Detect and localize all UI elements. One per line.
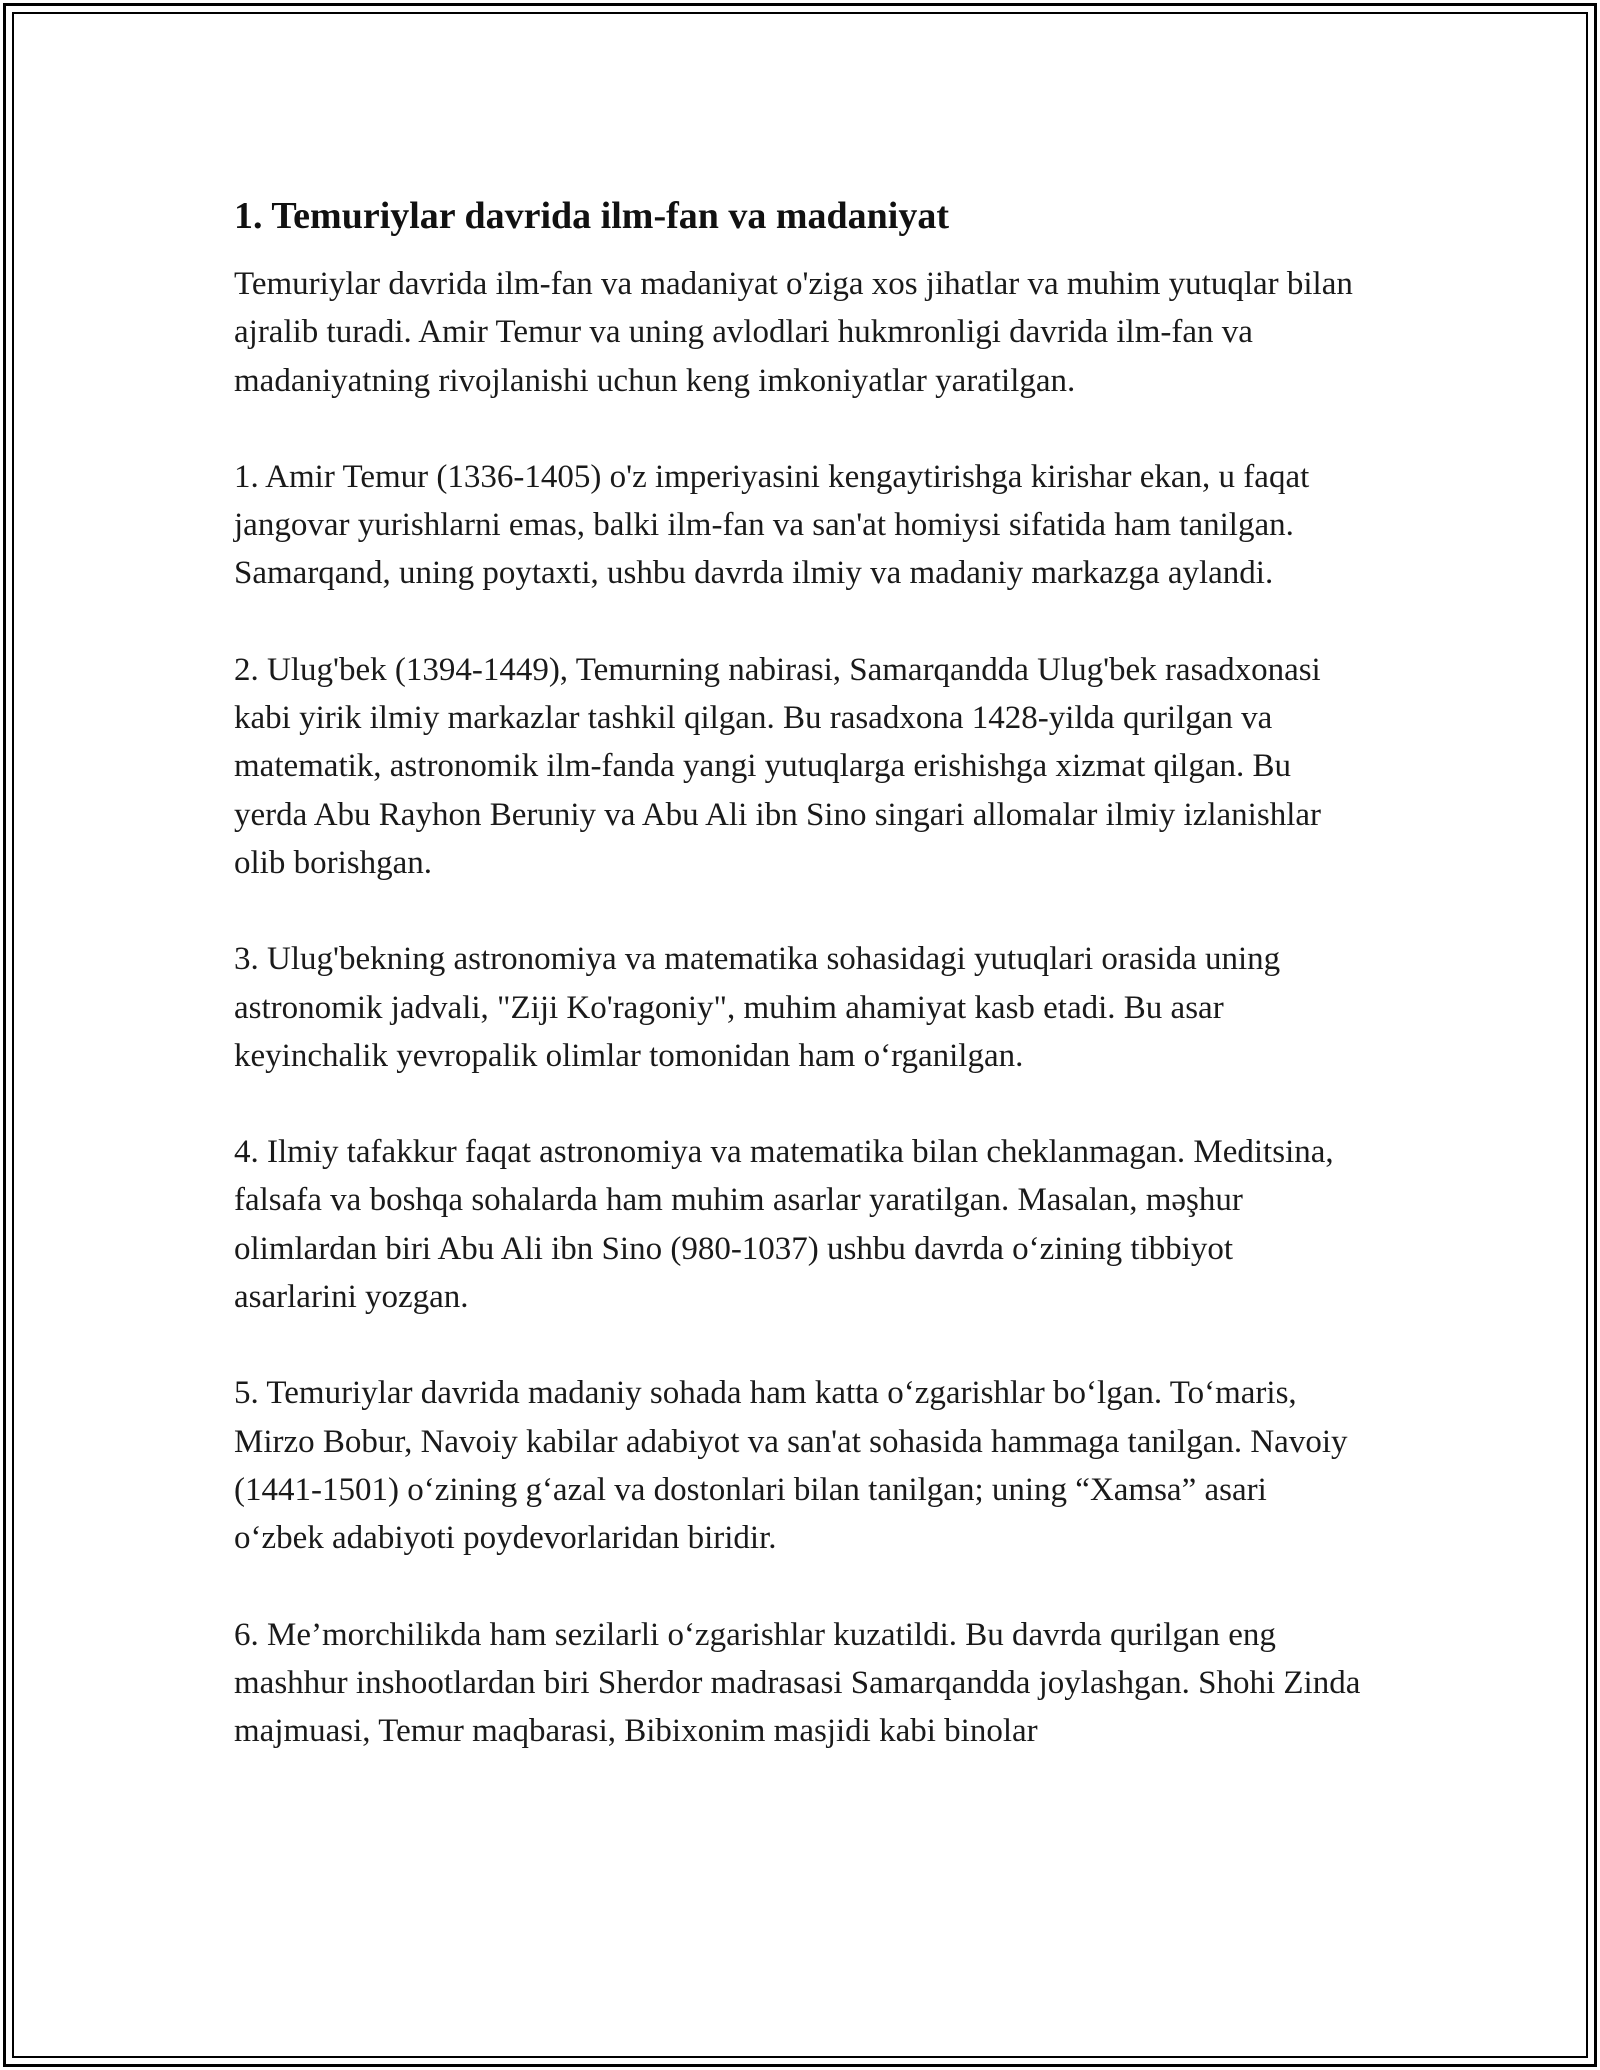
paragraph-intro: Temuriylar davrida ilm-fan va madaniyat o'ziga xos jihatlar va muhim yutuqlar bilan ajralib turadi. Amir Temur va uning avlodlari hukmronligi davrida ilm-fan va madaniyatning rivojlanishi uchun keng imkoniyatlar yaratilgan. (234, 266, 1353, 399)
section-heading: 1. Temuriylar davrida ilm-fan va madaniyat (234, 195, 950, 237)
paragraph-6: 6. Me’morchilikda ham sezilarli o‘zgarishlar kuzatildi. Bu davrda qurilgan eng mashhur inshootlardan biri Sherdor madrasasi Samarqandda joylashgan. Shohi Zinda majmuasi, Temur maqbarasi, Bibixonim masjidi kabi binolar (234, 1616, 1361, 1750)
paragraph-4: 4. Ilmiy tafakkur faqat astronomiya va matematika bilan cheklanmagan. Meditsina, falsafa va boshqa sohalarda ham muhim asarlar yaratilgan. Masalan, məşhur olimlardan biri Abu Ali ibn Sino (980-1037) ushbu davrda o‘zining tibbiyot asarlarini yozgan. (234, 1134, 1334, 1316)
document-body (234, 190, 1364, 1755)
paragraph-1: 1. Amir Temur (1336-1405) o'z imperiyasini kengaytirishga kirishar ekan, u faqat jangovar yurishlarni emas, balki ilm-fan va san'at homiysi sifatida ham tanilgan. Samarqand, uning poytaxti, ushbu davrda ilmiy va madaniy markazga aylandi. (234, 458, 1310, 592)
paragraph-3: 3. Ulug'bekning astronomiya va matematika sohasidagi yutuqlari orasida uning astronomik jadvali, "Ziji Ko'ragoniy", muhim ahamiyat kasb etadi. Bu asar keyinchalik yevropalik olimlar tomonidan ham o‘rganilgan. (234, 941, 1281, 1074)
paragraph-2: 2. Ulug'bek (1394-1449), Temurning nabirasi, Samarqandda Ulug'bek rasadxonasi kabi yirik ilmiy markazlar tashkil qilgan. Bu rasadxona 1428-yilda qurilgan va matematik, astronomik ilm-fanda yangi yutuqlarga erishishga xizmat qilgan. Bu yerda Abu Rayhon Beruniy va Abu Ali ibn Sino singari allomalar ilmiy izlanishlar olib borishgan. (234, 651, 1322, 881)
paragraph-5: 5. Temuriylar davrida madaniy sohada ham katta o‘zgarishlar bo‘lgan. To‘maris, Mirzo Bobur, Navoiy kabilar adabiyot va san'at sohasida hammaga tanilgan. Navoiy (1441-1501) o‘zining g‘azal va dostonlari bilan tanilgan; uning “Xamsa” asari o‘zbek adabiyoti poydevorlaridan biridir. (234, 1375, 1348, 1557)
